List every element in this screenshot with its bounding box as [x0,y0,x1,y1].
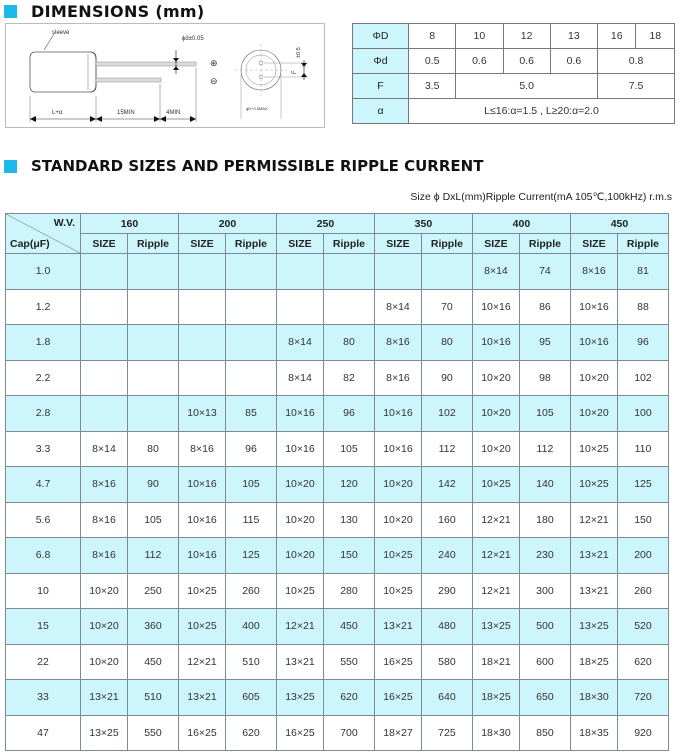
ripple-cell: 90 [421,360,472,396]
size-cell: 18×35 [570,715,617,751]
size-cell: 13×25 [472,609,519,645]
ripple-cell: 920 [617,715,668,751]
ripple-cell: 850 [519,715,570,751]
ripple-cell: 360 [128,609,179,645]
table-row [6,325,669,361]
ripple-cell: 510 [225,644,276,680]
size-cell: 10×25 [570,467,617,503]
ripple-cell: 112 [519,431,570,467]
ripple-cell: 140 [519,467,570,503]
size-cell: 10×20 [276,502,323,538]
size-cell: 13×25 [81,715,128,751]
ripple-title: STANDARD SIZES AND PERMISSIBLE RIPPLE CURRENT [31,157,484,175]
ripple-cell: 725 [421,715,472,751]
size-cell: 16×25 [178,715,225,751]
ripple-cell: 125 [225,538,276,574]
dim-cell: 0.8 [598,49,675,74]
size-cell: 10×16 [374,431,421,467]
ripple-cell: 70 [421,289,472,325]
dimensions-heading [4,2,205,21]
ripple-subheader: Ripple [323,234,374,254]
size-cell [81,254,128,290]
ripple-cell: 720 [617,680,668,716]
size-cell: 10×20 [570,360,617,396]
dim-cell: L≤16:α=1.5 , L≥20:α=2.0 [409,99,675,124]
dim-cell: 12 [503,24,550,49]
capacitance-cell: 1.2 [6,289,81,325]
ripple-current-table [5,213,669,751]
dimensions-title: DIMENSIONS (mm) [31,2,205,21]
ripple-cell [128,289,179,325]
size-cell: 13×21 [570,538,617,574]
ripple-subheader: Ripple [519,234,570,254]
ripple-cell: 290 [421,573,472,609]
size-cell: 8×14 [374,289,421,325]
capacitance-cell: 2.2 [6,360,81,396]
size-cell [178,325,225,361]
size-cell: 10×13 [178,396,225,432]
size-cell: 12×21 [472,502,519,538]
capacitance-cell: 1.0 [6,254,81,290]
ripple-cell: 85 [225,396,276,432]
dim-row-label: ΦD [353,24,409,49]
dim-cell: 0.6 [550,49,597,74]
dim-row [353,49,675,74]
ripple-subheader: Ripple [128,234,179,254]
voltage-header: 450 [570,214,668,234]
diameter-max-label: ϕD+0.5MAX [246,106,268,111]
capacitance-cell: 2.8 [6,396,81,432]
units-note: Size ϕ DxL(mm)Ripple Current(mA 105℃,100kHz) r.m.s [410,191,672,203]
ripple-cell: 81 [617,254,668,290]
size-subheader: SIZE [472,234,519,254]
size-cell: 12×21 [472,573,519,609]
ripple-cell: 200 [617,538,668,574]
lead-tolerance-label: ϕd±0.05 [182,36,204,42]
capacitance-cell: 15 [6,609,81,645]
table-row [6,254,669,290]
ripple-cell [225,325,276,361]
table-row [6,680,669,716]
ripple-cell: 620 [617,644,668,680]
size-cell: 8×16 [374,360,421,396]
ripple-cell: 142 [421,467,472,503]
table-row [6,502,669,538]
ripple-cell: 95 [519,325,570,361]
ripple-cell: 250 [128,573,179,609]
capacitance-cell: 4.7 [6,467,81,503]
table-row [6,360,669,396]
ripple-cell: 105 [225,467,276,503]
dim-row [353,24,675,49]
size-cell: 13×21 [374,609,421,645]
ripple-cell: 98 [519,360,570,396]
ripple-cell: 86 [519,289,570,325]
size-cell: 8×14 [472,254,519,290]
ripple-cell: 100 [617,396,668,432]
dim-cell: 10 [456,24,503,49]
ripple-cell: 620 [323,680,374,716]
ripple-cell: 510 [128,680,179,716]
ripple-cell: 105 [323,431,374,467]
ripple-cell [128,360,179,396]
ripple-cell: 82 [323,360,374,396]
size-cell: 12×21 [472,538,519,574]
capacitance-cell: 10 [6,573,81,609]
dim-cell: 0.6 [456,49,503,74]
ripple-cell: 74 [519,254,570,290]
length-label: L+α [52,110,63,116]
size-cell [81,289,128,325]
size-cell: 13×21 [570,573,617,609]
size-cell: 10×16 [570,325,617,361]
size-cell: 10×25 [178,573,225,609]
capacitance-cell: 47 [6,715,81,751]
dim-row-label: α [353,99,409,124]
size-cell: 10×20 [570,396,617,432]
size-cell: 10×16 [374,396,421,432]
ripple-cell: 550 [323,644,374,680]
ripple-cell: 120 [323,467,374,503]
size-cell [374,254,421,290]
lead-min-4-label: 4MIN [166,110,181,116]
ripple-heading [4,157,483,175]
size-cell: 10×25 [178,609,225,645]
size-cell [178,289,225,325]
size-subheader: SIZE [276,234,323,254]
voltage-header: 250 [276,214,374,234]
dim-cell: 5.0 [456,74,598,99]
capacitance-cell: 1.8 [6,325,81,361]
size-cell [276,289,323,325]
corner-header-cell [6,214,81,254]
ripple-cell: 520 [617,609,668,645]
ripple-cell [225,360,276,396]
dim-row-label: Φd [353,49,409,74]
size-cell: 13×25 [276,680,323,716]
ripple-cell: 88 [617,289,668,325]
ripple-cell: 102 [421,396,472,432]
capacitor-dimension-diagram [5,23,325,128]
ripple-cell: 260 [617,573,668,609]
size-cell: 10×20 [374,502,421,538]
size-cell: 8×14 [276,360,323,396]
capacitance-cell: 5.6 [6,502,81,538]
ripple-cell: 605 [225,680,276,716]
size-cell: 8×14 [276,325,323,361]
ripple-cell [323,254,374,290]
size-cell: 8×16 [81,538,128,574]
ripple-cell: 102 [617,360,668,396]
size-cell: 10×20 [472,396,519,432]
lead-min-15-label: 15MIN [117,110,135,116]
ripple-cell: 550 [128,715,179,751]
ripple-cell: 300 [519,573,570,609]
ripple-cell: 115 [225,502,276,538]
plus-polarity-icon: ⊕ [210,58,218,68]
size-cell: 8×16 [81,467,128,503]
size-cell: 10×20 [81,573,128,609]
ripple-cell: 80 [128,431,179,467]
size-cell: 10×16 [178,538,225,574]
size-cell: 10×16 [472,325,519,361]
ripple-cell: 480 [421,609,472,645]
ripple-cell: 105 [128,502,179,538]
ripple-cell: 80 [323,325,374,361]
voltage-header: 400 [472,214,570,234]
size-cell: 10×16 [178,467,225,503]
ripple-cell: 96 [323,396,374,432]
ripple-cell: 500 [519,609,570,645]
size-cell [276,254,323,290]
ripple-subheader: Ripple [225,234,276,254]
ripple-cell: 450 [128,644,179,680]
size-cell: 10×25 [276,573,323,609]
size-cell: 10×20 [374,467,421,503]
dim-cell: 0.5 [409,49,456,74]
size-cell [178,254,225,290]
size-cell: 10×25 [570,431,617,467]
ripple-cell [128,325,179,361]
dim-row-label: F [353,74,409,99]
ripple-cell: 180 [519,502,570,538]
ripple-cell: 90 [128,467,179,503]
capacitance-cell: 22 [6,644,81,680]
lead-dimensions-table [352,23,675,124]
ripple-cell: 640 [421,680,472,716]
ripple-cell: 400 [225,609,276,645]
size-cell: 12×21 [570,502,617,538]
table-row [6,715,669,751]
size-subheader: SIZE [81,234,128,254]
voltage-header: 160 [81,214,179,234]
size-cell: 18×21 [472,644,519,680]
ripple-cell: 650 [519,680,570,716]
working-voltage-label: W.V. [53,217,75,229]
ripple-cell: 230 [519,538,570,574]
size-cell: 18×30 [570,680,617,716]
size-cell: 8×16 [374,325,421,361]
size-cell: 10×25 [472,467,519,503]
voltage-header: 200 [178,214,276,234]
minus-polarity-icon: ⊖ [210,76,218,86]
size-cell: 13×21 [276,644,323,680]
dim-cell: 7.5 [598,74,675,99]
table-row [6,289,669,325]
ripple-cell: 112 [421,431,472,467]
capacitance-cell: 3.3 [6,431,81,467]
ripple-cell: 105 [519,396,570,432]
size-cell: 10×16 [276,431,323,467]
size-cell [178,360,225,396]
size-cell: 8×16 [178,431,225,467]
ripple-cell: 110 [617,431,668,467]
size-cell: 18×25 [472,680,519,716]
size-cell: 10×16 [570,289,617,325]
ripple-subheader: Ripple [617,234,668,254]
size-cell: 10×25 [374,538,421,574]
ripple-cell: 580 [421,644,472,680]
ripple-cell: 700 [323,715,374,751]
size-subheader: SIZE [570,234,617,254]
size-cell: 8×16 [570,254,617,290]
dim-cell: 16 [598,24,636,49]
size-cell: 10×20 [81,609,128,645]
size-cell: 10×20 [276,467,323,503]
dim-row [353,74,675,99]
size-cell: 18×25 [570,644,617,680]
size-cell: 10×20 [472,360,519,396]
size-subheader: SIZE [178,234,225,254]
ripple-cell: 96 [617,325,668,361]
size-cell: 10×16 [276,396,323,432]
dim-cell: 8 [409,24,456,49]
pitch-tolerance-label: ±0.5 [296,47,302,58]
size-cell: 8×14 [81,431,128,467]
table-row [6,573,669,609]
size-cell: 13×25 [570,609,617,645]
capacitance-cell: 33 [6,680,81,716]
size-cell: 10×20 [81,644,128,680]
size-subheader: SIZE [374,234,421,254]
size-cell: 10×16 [178,502,225,538]
table-row [6,538,669,574]
section-bullet-icon [4,160,17,173]
ripple-cell: 600 [519,644,570,680]
voltage-header: 350 [374,214,472,234]
ripple-cell: 80 [421,325,472,361]
size-cell: 16×25 [374,644,421,680]
ripple-cell: 130 [323,502,374,538]
dim-cell: 13 [550,24,597,49]
ripple-cell [225,254,276,290]
dim-cell: 0.6 [503,49,550,74]
size-cell: 12×21 [178,644,225,680]
size-cell: 18×27 [374,715,421,751]
size-cell: 8×16 [81,502,128,538]
pitch-label: F [292,70,298,74]
ripple-cell: 260 [225,573,276,609]
size-cell [81,325,128,361]
ripple-cell: 125 [617,467,668,503]
ripple-cell: 160 [421,502,472,538]
ripple-cell [421,254,472,290]
ripple-cell: 620 [225,715,276,751]
ripple-cell [323,289,374,325]
size-cell: 18×30 [472,715,519,751]
table-row [6,431,669,467]
size-cell: 12×21 [276,609,323,645]
size-cell: 16×25 [374,680,421,716]
table-row [6,644,669,680]
size-cell: 16×25 [276,715,323,751]
capacitance-label: Cap(μF) [10,238,50,250]
size-cell: 10×20 [472,431,519,467]
ripple-cell: 150 [617,502,668,538]
table-row [6,396,669,432]
ripple-subheader: Ripple [421,234,472,254]
dim-cell: 18 [636,24,675,49]
ripple-cell: 240 [421,538,472,574]
size-cell: 10×25 [374,573,421,609]
size-cell: 10×16 [472,289,519,325]
capacitance-cell: 6.8 [6,538,81,574]
ripple-cell [128,254,179,290]
size-cell: 13×21 [81,680,128,716]
ripple-cell: 112 [128,538,179,574]
table-row [6,467,669,503]
ripple-cell [128,396,179,432]
ripple-cell: 450 [323,609,374,645]
section-bullet-icon [4,5,17,18]
table-row [6,609,669,645]
sleeve-label: sleeve [52,30,70,36]
dim-row [353,99,675,124]
ripple-cell: 280 [323,573,374,609]
size-cell: 13×21 [178,680,225,716]
ripple-cell: 150 [323,538,374,574]
size-cell [81,360,128,396]
ripple-cell [225,289,276,325]
dim-cell: 3.5 [409,74,456,99]
size-cell: 10×20 [276,538,323,574]
size-cell [81,396,128,432]
ripple-cell: 96 [225,431,276,467]
